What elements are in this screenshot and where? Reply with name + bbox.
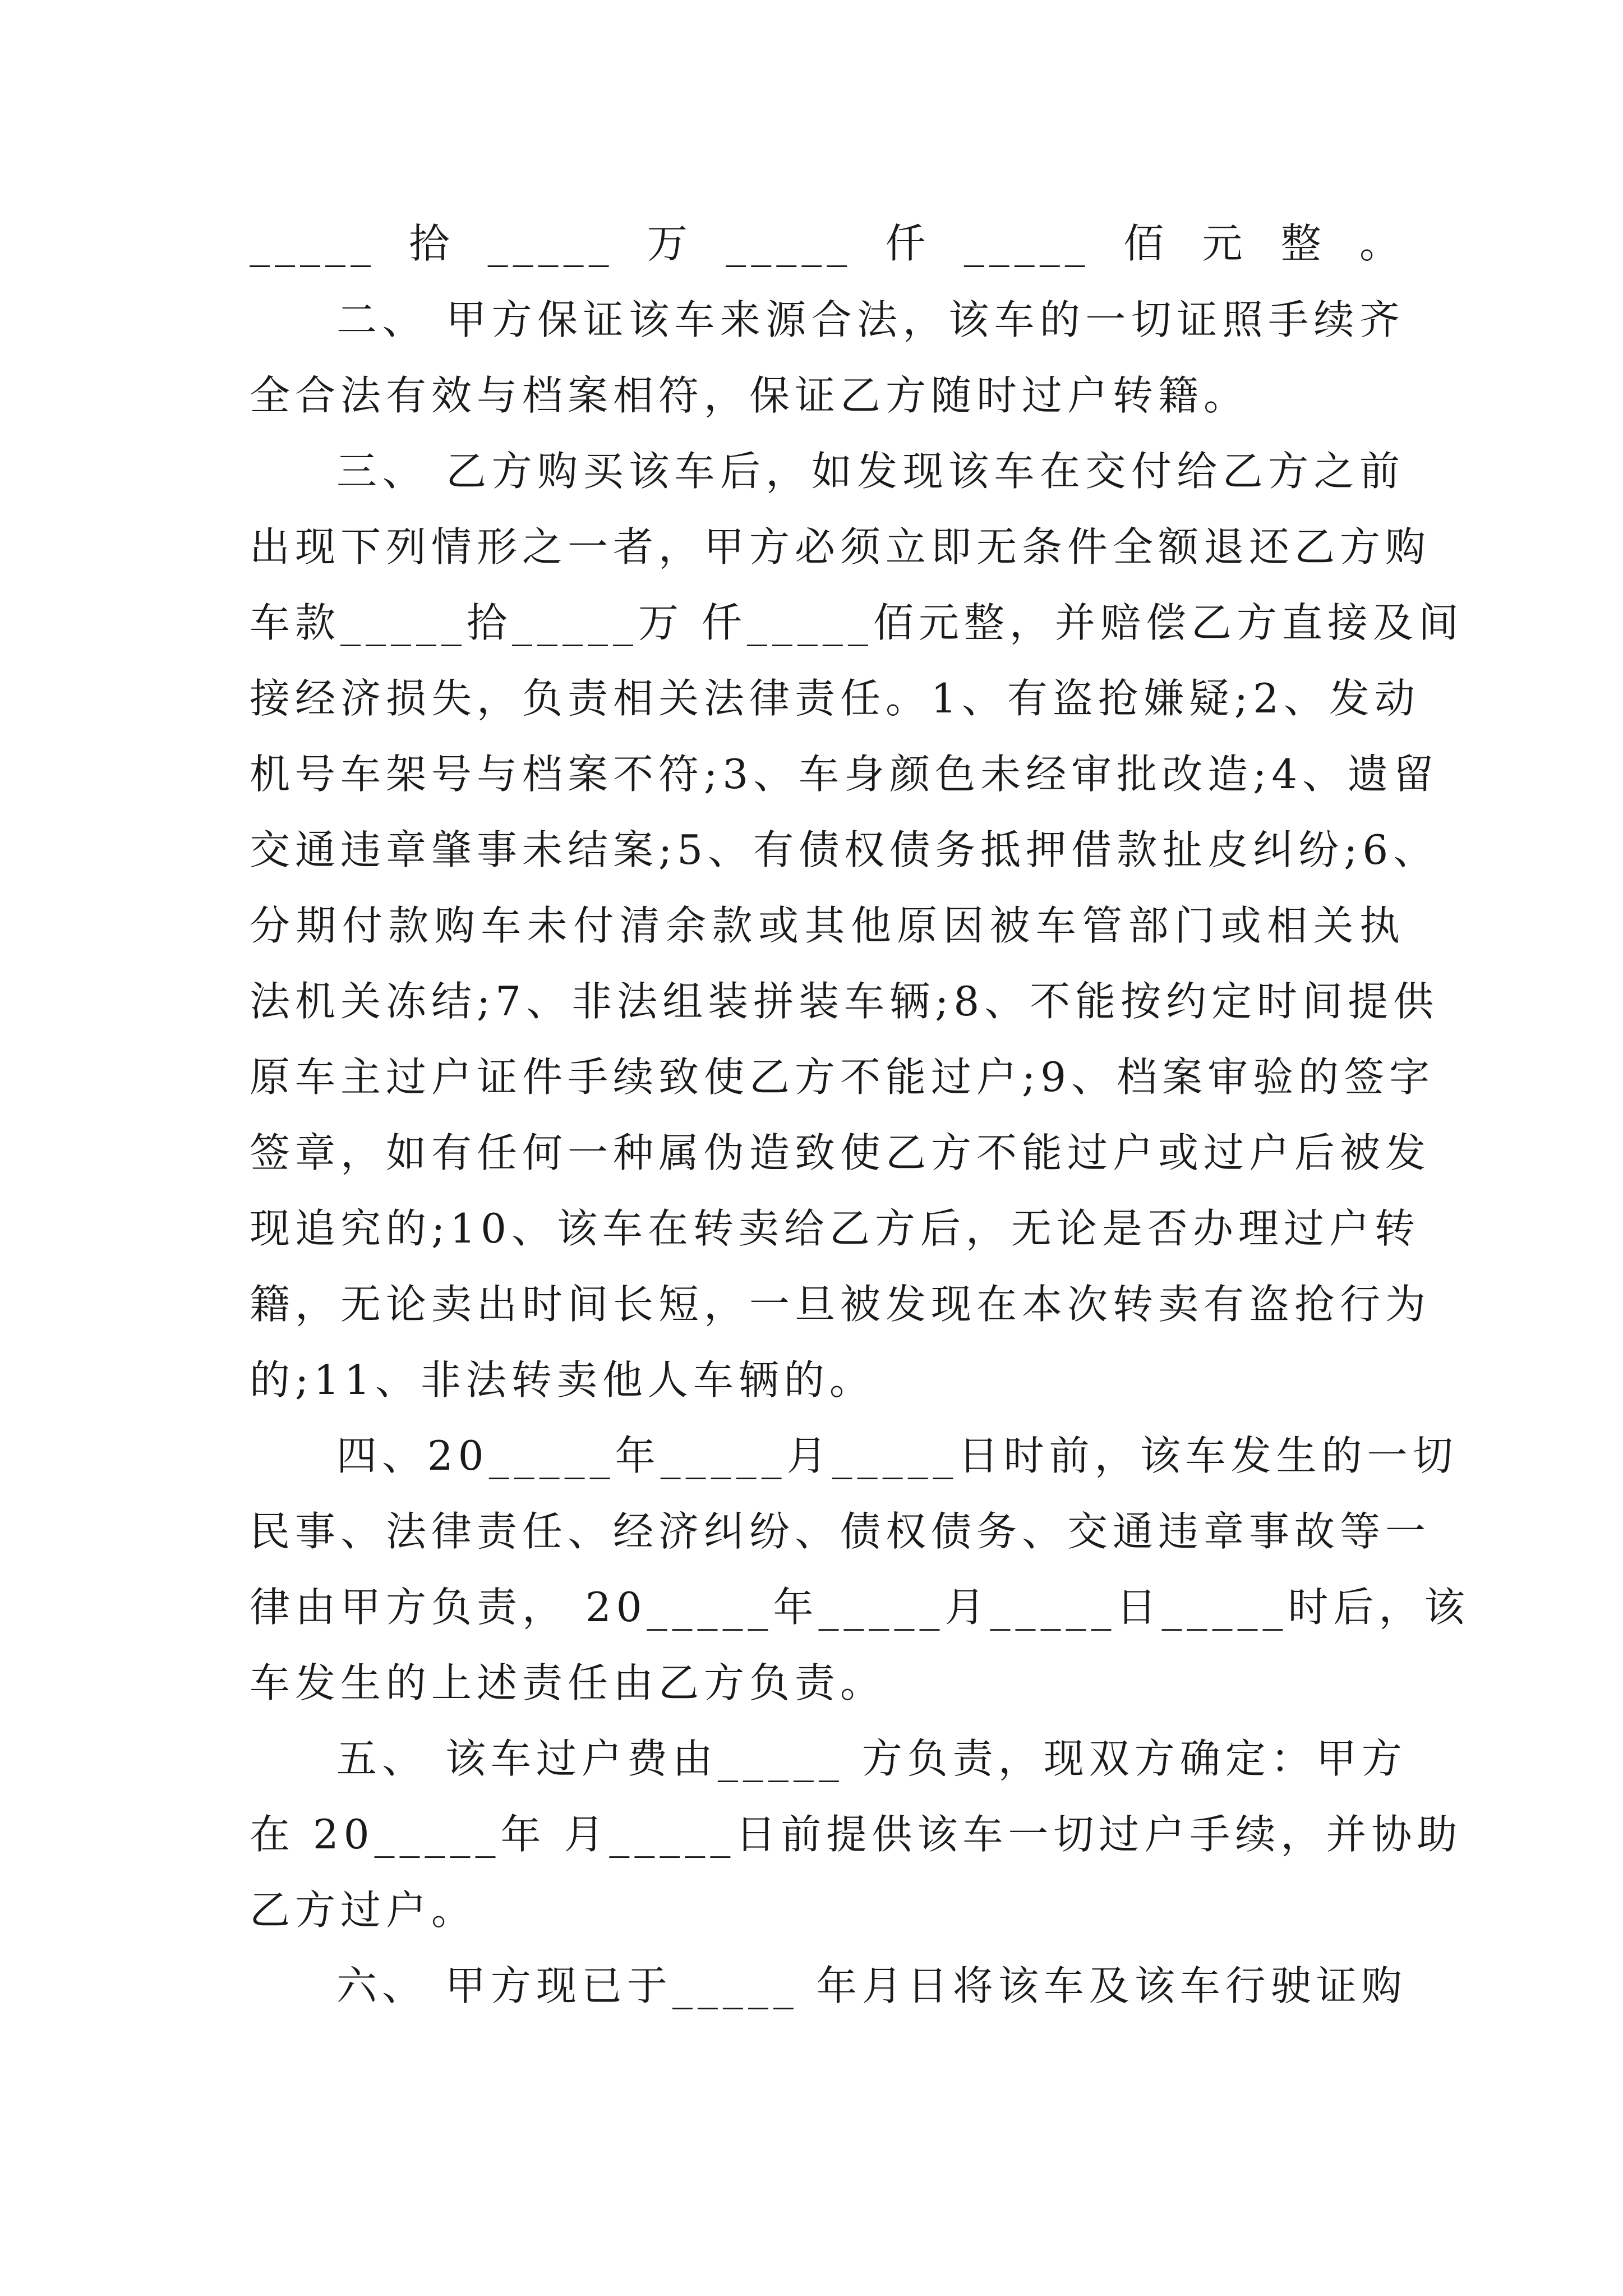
text-line-4: 三、 乙方购买该车后，如发现该车在交付给乙方之前: [336, 448, 1405, 495]
text-line-2: 二、 甲方保证该车来源合法，该车的一切证照手续齐: [336, 296, 1405, 343]
text-line-9: 交通违章肇事未结案;5、有债权债务抵押借款扯皮纠纷;6、: [250, 826, 1439, 873]
text-line-23: 乙方过户。: [250, 1887, 477, 1934]
text-line-6: 车款_____拾_____万 仟_____佰元整，并赔偿乙方直接及间: [250, 599, 1464, 646]
text-line-10: 分期付款购车未付清余款或其他原因被车管部门或相关执: [250, 902, 1405, 949]
text-line-22: 在 20_____年 月_____日前提供该车一切过户手续，并协助: [250, 1811, 1463, 1858]
text-line-16: 的;11、非法转卖他人车辆的。: [250, 1356, 875, 1404]
text-line-5: 出现下列情形之一者，甲方必须立即无条件全额退还乙方购: [250, 523, 1431, 570]
text-line-17: 四、20_____年_____月_____日时前，该车发生的一切: [336, 1432, 1458, 1479]
text-line-13: 签章，如有任何一种属伪造致使乙方不能过户或过户后被发: [250, 1129, 1431, 1176]
text-line-18: 民事、法律责任、经济纠纷、债权债务、交通违章事故等一: [250, 1508, 1431, 1555]
text-line-8: 机号车架号与档案不符;3、车身颜色未经审批改造;4、遗留: [250, 751, 1439, 798]
text-line-19: 律由甲方负责， 20_____年_____月_____日_____时后，该: [250, 1584, 1470, 1631]
text-line-1: _____拾_____万_____仟_____佰元整。: [250, 220, 1405, 267]
text-line-20: 车发生的上述责任由乙方负责。: [250, 1659, 886, 1706]
text-line-3: 全合法有效与档案相符，保证乙方随时过户转籍。: [250, 372, 1249, 419]
text-line-24: 六、 甲方现已于_____ 年月日将该车及该车行驶证购: [336, 1962, 1407, 2009]
text-line-7: 接经济损失，负责相关法律责任。1、有盗抢嫌疑;2、发动: [250, 675, 1420, 722]
text-line-12: 原车主过户证件手续致使乙方不能过户;9、档案审验的签字: [250, 1053, 1435, 1101]
text-line-21: 五、 该车过户费由_____ 方负责，现双方确定：甲方: [336, 1735, 1407, 1782]
text-line-11: 法机关冻结;7、非法组装拼装车辆;8、不能按约定时间提供: [250, 978, 1439, 1025]
text-line-15: 籍，无论卖出时间长短，一旦被发现在本次转卖有盗抢行为: [250, 1281, 1431, 1328]
text-line-14: 现追究的;10、该车在转卖给乙方后，无论是否办理过户转: [250, 1205, 1420, 1252]
